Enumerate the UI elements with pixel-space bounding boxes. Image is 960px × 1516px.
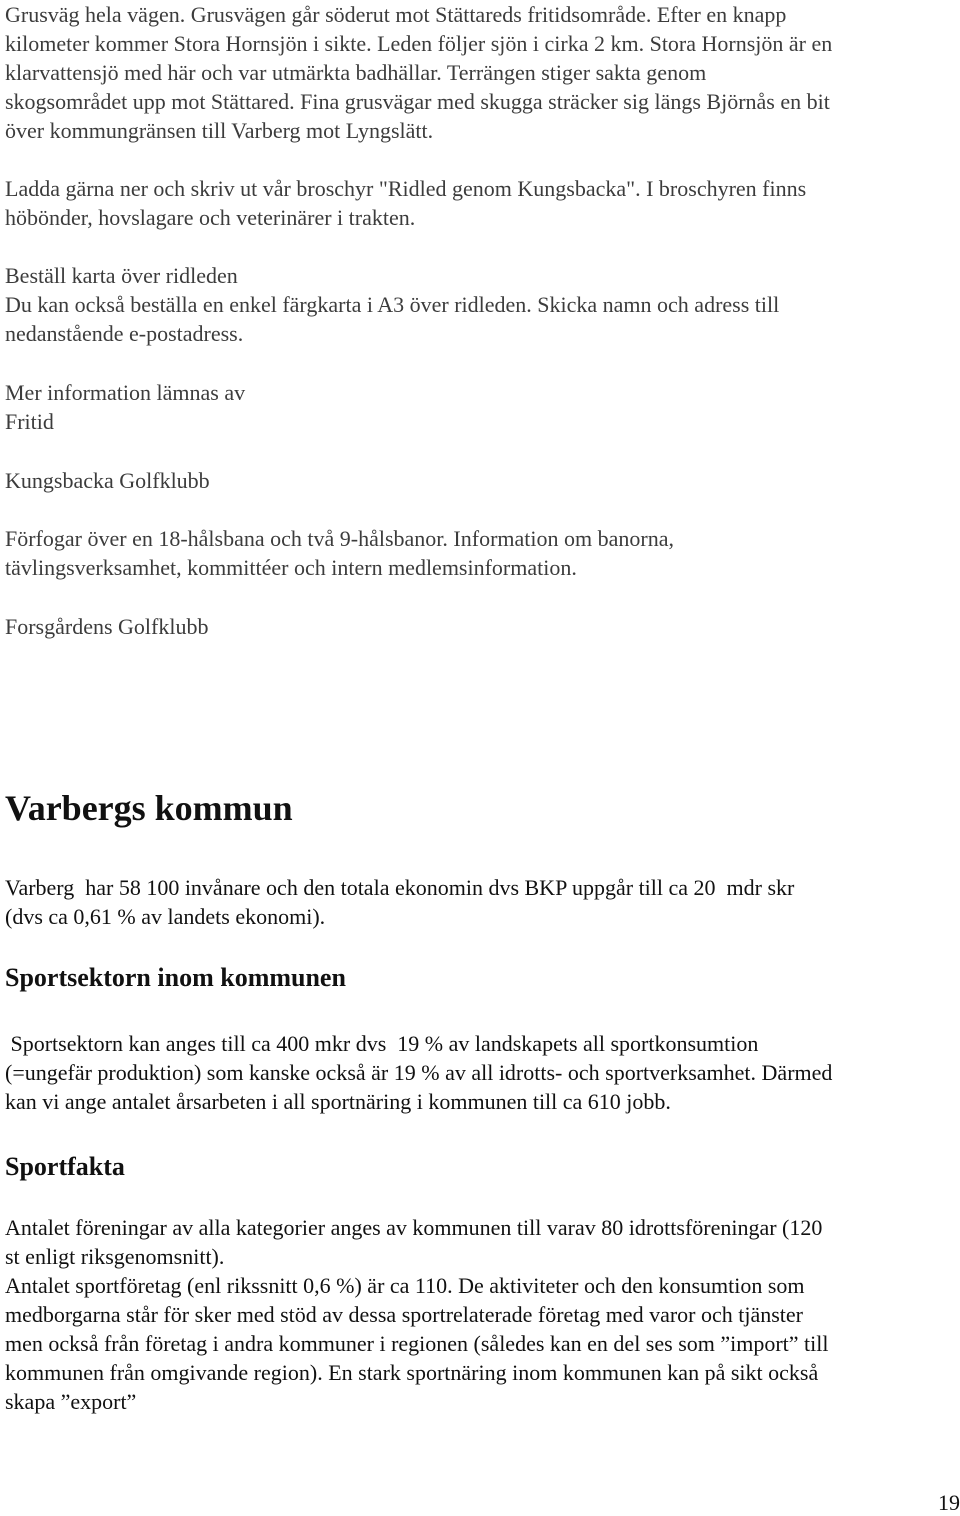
intro-line-1: Grusväg hela vägen. Grusvägen går söderut mot Stättareds fritidsområde. Efter en knapp [5,2,787,27]
intro-line-5: över kommungränsen till Varberg mot Lyngslätt. [5,118,434,143]
intro-line-3: klarvattensjö med här och var utmärkta badhällar. Terrängen stiger sakta genom [5,60,707,85]
sportsektor-line-2: (=ungefär produktion) som kanske också är 19 % av all idrotts- och sportverksamhet. Därmed [5,1060,833,1085]
golf1-name: Kungsbacka Golfklubb [5,468,210,493]
order-line-2: nedanstående e-postadress. [5,321,244,346]
sportfakta-line-5: men också från företag i andra kommuner i regionen (således kan en del ses som ”import” till [5,1331,829,1356]
sportfakta-line-2: st enligt riksgenomsnitt). [5,1244,225,1269]
golf2-name: Forsgårdens Golfklubb [5,614,209,639]
intro-line-2: kilometer kommer Stora Hornsjön i sikte. Leden följer sjön i cirka 2 km. Stora Hornsjön är en [5,31,833,56]
sportfakta-line-3: Antalet sportföretag (enl rikssnitt 0,6 %) är ca 110. De aktiviteter och den konsumtion som [5,1273,805,1298]
varberg-line-1: Varberg har 58 100 invånare och den totala ekonomin dvs BKP uppgår till ca 20 mdr skr [5,875,795,900]
sportsektor-line-1: Sportsektorn kan anges till ca 400 mkr dvs 19 % av landskapets all sportkonsumtion [5,1031,759,1056]
page-number: 19 [938,1490,960,1515]
sportfakta-line-7: skapa ”export” [5,1389,137,1414]
golf1-line-2: tävlingsverksamhet, kommittéer och intern medlemsinformation. [5,555,577,580]
info-line-1: Mer information lämnas av [5,380,246,405]
golf1-line-1: Förfogar över en 18-hålsbana och två 9-hålsbanor. Information om banorna, [5,526,674,551]
varberg-title: Varbergs kommun [5,788,293,828]
sportfakta-line-1: Antalet föreningar av alla kategorier anges av kommunen till varav 80 idrottsföreningar (120 [5,1215,823,1240]
sportsektor-line-3: kan vi ange antalet årsarbeten i all sportnäring i kommunen till ca 610 jobb. [5,1089,671,1114]
brochure-line-1: Ladda gärna ner och skriv ut vår broschyr "Ridled genom Kungsbacka". I broschyren finns [5,176,807,201]
order-line-1: Du kan också beställa en enkel färgkarta i A3 över ridleden. Skicka namn och adress till [5,292,780,317]
sportfakta-line-4: medborgarna står för sker med stöd av dessa sportrelaterade företag med varor och tjänster [5,1302,804,1327]
intro-line-4: skogsområdet upp mot Stättared. Fina grusvägar med skugga sträcker sig längs Björnås en bit [5,89,830,114]
brochure-line-2: höbönder, hovslagare och veterinärer i trakten. [5,205,416,230]
sportfakta-title: Sportfakta [5,1152,125,1181]
sportfakta-line-6: kommunen från omgivande region). En stark sportnäring inom kommunen kan på sikt också [5,1360,819,1385]
order-heading: Beställ karta över ridleden [5,263,238,288]
varberg-line-2: (dvs ca 0,61 % av landets ekonomi). [5,904,326,929]
info-line-2: Fritid [5,409,54,434]
sportsektor-title: Sportsektorn inom kommunen [5,963,346,992]
